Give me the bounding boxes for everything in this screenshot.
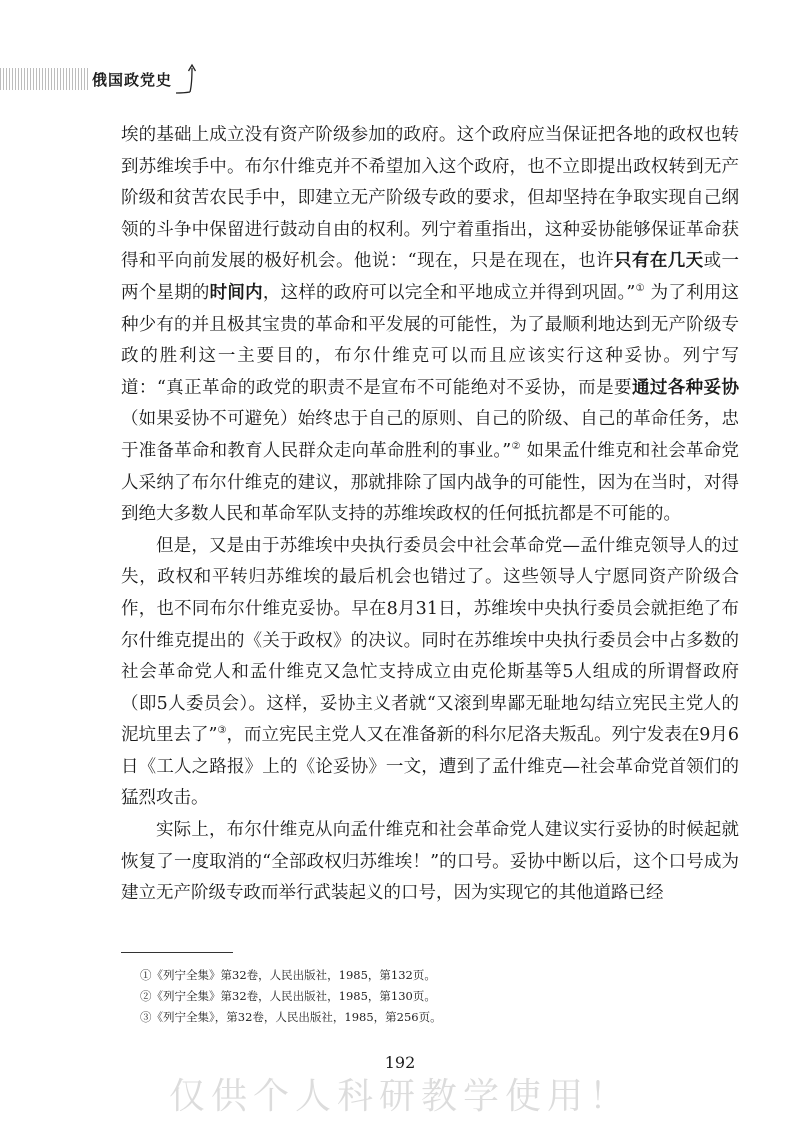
header-bracket-icon [170,60,210,100]
page-number: 192 [384,1053,416,1072]
emphasis-text: 时间内 [209,282,263,303]
emphasis-text: 只有在几天 [614,251,704,272]
watermark: 仅供个人科研教学使用！ [168,1076,631,1117]
footnote-2: ②《列宁全集》第32卷，人民出版社，1985，第130页。 [140,989,436,1003]
header-hatch-decoration [0,68,88,90]
footnote-ref-1[interactable]: ① [635,283,645,295]
paragraph-2: 但是，又是由于苏维埃中央执行委员会中社会革命党—孟什维克领导人的过失，政权和平转归苏维埃的最后机会也错过了。这些领导人宁愿同资产阶级合作，也不同布尔什维克妥协。早在8月31日，苏维埃中央执行委员会就拒绝了布尔什维克提出的《关于政权》的决议。同时在苏维埃中央执行委员会中占多数的社会革命党人和孟什维克又急忙支持成立由克伦斯基等5人组成的所谓督政府（即5人委员会）。这样，妥协主义者就“又滚到卑鄙无耻地勾结立宪民主党人的泥坑里去了”③，而立宪民主党人又在准备新的科尔尼洛夫叛乱。列宁发表在9月6日《工人之路报》上的《论妥协》一文，遭到了孟什维克—社会革命党首领们的猛烈攻击。 [121,535,739,809]
footnote-ref-3[interactable]: ③ [217,725,227,737]
emphasis-text: 通过各种妥协 [631,377,740,398]
footnotes [140,965,442,1028]
footnote-1: ①《列宁全集》第32卷，人民出版社，1985，第132页。 [140,968,436,982]
main-body-text [121,120,739,910]
book-title: 俄国政党史 [92,71,173,89]
footnote-divider [121,952,233,953]
paragraph-3: 实际上，布尔什维克从向孟什维克和社会革命党人建议实行妥协的时候起就恢复了一度取消的“全部政权归苏维埃！”的口号。妥协中断以后，这个口号成为建立无产阶级专政而举行武装起义的口号，因为实现它的其他道路已经 [121,820,739,904]
running-header [0,60,800,100]
footnote-3: ③《列宁全集》，第32卷，人民出版社，1985，第256页。 [140,1010,442,1024]
paragraph-1: 埃的基础上成立没有资产阶级参加的政府。这个政府应当保证把各地的政权也转到苏维埃手中。布尔什维克并不希望加入这个政府，也不立即提出政权转到无产阶级和贫苦农民手中，即建立无产阶级专政的要求，但却坚持在争取实现自己纲领的斗争中保留进行鼓动自由的权利。列宁着重指出，这种妥协能够保证革命获得和平向前发展的极好机会。他说：“现在，只是在现在，也许只有在几天或一两个星期的时间内，这样的政府可以完全和平地成立并得到巩固。”① 为了利用这种少有的并且极其宝贵的革命和平发展的可能性，为了最顺利地达到无产阶级专政的胜利这一主要目的，布尔什维克可以而且应该实行这种妥协。列宁写道：“真正革命的政党的职责不是宣布不可能绝对不妥协，而是要通过各种妥协（如果妥协不可避免）始终忠于自己的原则、自己的阶级、自己的革命任务，忠于准备革命和教育人民群众走向革命胜利的事业。”② 如果孟什维克和社会革命党人采纳了布尔什维克的建议，那就排除了国内战争的可能性，因为在当时，对得到绝大多数人民和革命军队支持的苏维埃政权的任何抵抗都是不可能的。 [121,125,740,525]
footnote-ref-2[interactable]: ② [511,441,521,453]
